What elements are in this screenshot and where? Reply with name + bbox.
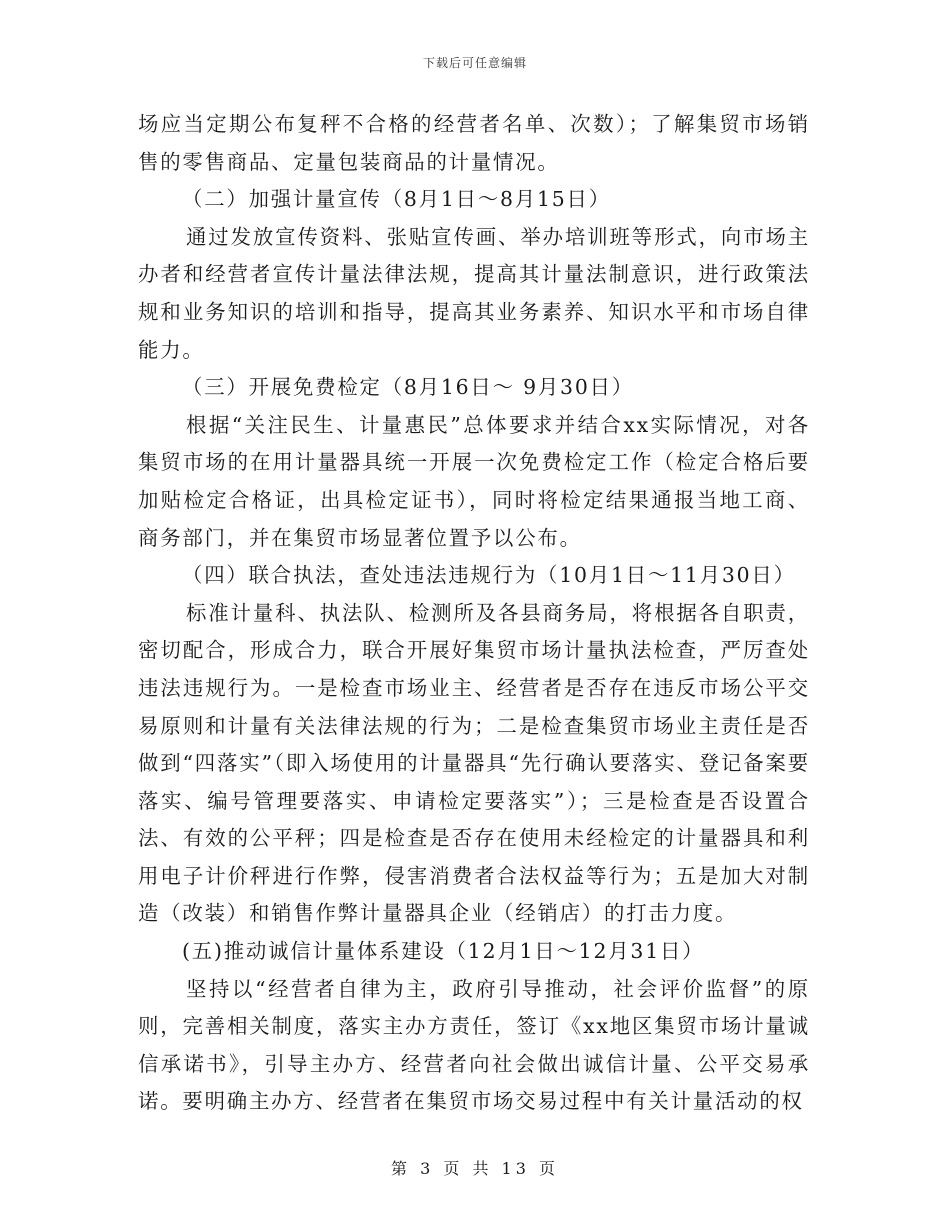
section-heading-4: （四）联合执法，查处违法违规行为（10月1日～11月30日）	[182, 563, 796, 588]
document-body	[138, 106, 810, 1121]
paragraph-joint-enforcement: 标准计量科、执法队、检测所及各县商务局，将根据各自职责，密切配合，形成合力，联合开展好集贸市场计量执法检查，严厉查处违法违规行为。一是检查市场业主、经营者是否存在违反市场公平交易原则和计量有关法律法规的行为；二是检查集贸市场业主责任是否做到“四落实”（即入场使用的计量器具“先行确认要落实、登记备案要落实、编号管理要落实、申请检定要落实”）；三是检查是否设置合法、有效的公平秤；四是检查是否存在使用未经检定的计量器具和利用电子计价秤进行作弊，侵害消费者合法权益等行为；五是加大对制造（改装）和销售作弊计量器具企业（经销店）的打击力度。	[138, 600, 810, 926]
paragraph-free-verification: 根据“关注民生、计量惠民”总体要求并结合xx实际情况，对各集贸市场的在用计量器具统一开展一次免费检定工作（检定合格后要加贴检定合格证，出具检定证书），同时将检定结果通报当地工商、商务部门，并在集贸市场显著位置予以公布。	[138, 412, 810, 550]
page-number: 第 3 页 共 13 页	[391, 1159, 559, 1178]
page-header: 下载后可任意编辑	[422, 56, 527, 70]
section-heading-2: （二）加强计量宣传（8月1日～8月15日）	[182, 187, 611, 212]
paragraph-integrity-system: 坚持以“经营者自律为主，政府引导推动，社会评价监督”的原则，完善相关制度，落实主办方责任，签订《xx地区集贸市场计量诚信承诺书》，引导主办方、经营者向社会做出诚信计量、公平交易承诺。要明确主办方、经营者在集贸市场交易过程中有关计量活动的权	[138, 976, 810, 1114]
paragraph-publicity: 通过发放宣传资料、张贴宣传画、举办培训班等形式，向市场主办者和经营者宣传计量法律法规，提高其计量法制意识，进行政策法规和业务知识的培训和指导，提高其业务素养、知识水平和市场自律能力。	[138, 224, 810, 362]
section-heading-5: (五)推动诚信计量体系建设（12月1日～12月31日）	[182, 939, 705, 964]
paragraph-continuation: 场应当定期公布复秤不合格的经营者名单、次数）；了解集贸市场销售的零售商品、定量包装商品的计量情况。	[138, 112, 810, 174]
section-heading-3: （三）开展免费检定（8月16日～ 9月30日）	[182, 375, 634, 400]
